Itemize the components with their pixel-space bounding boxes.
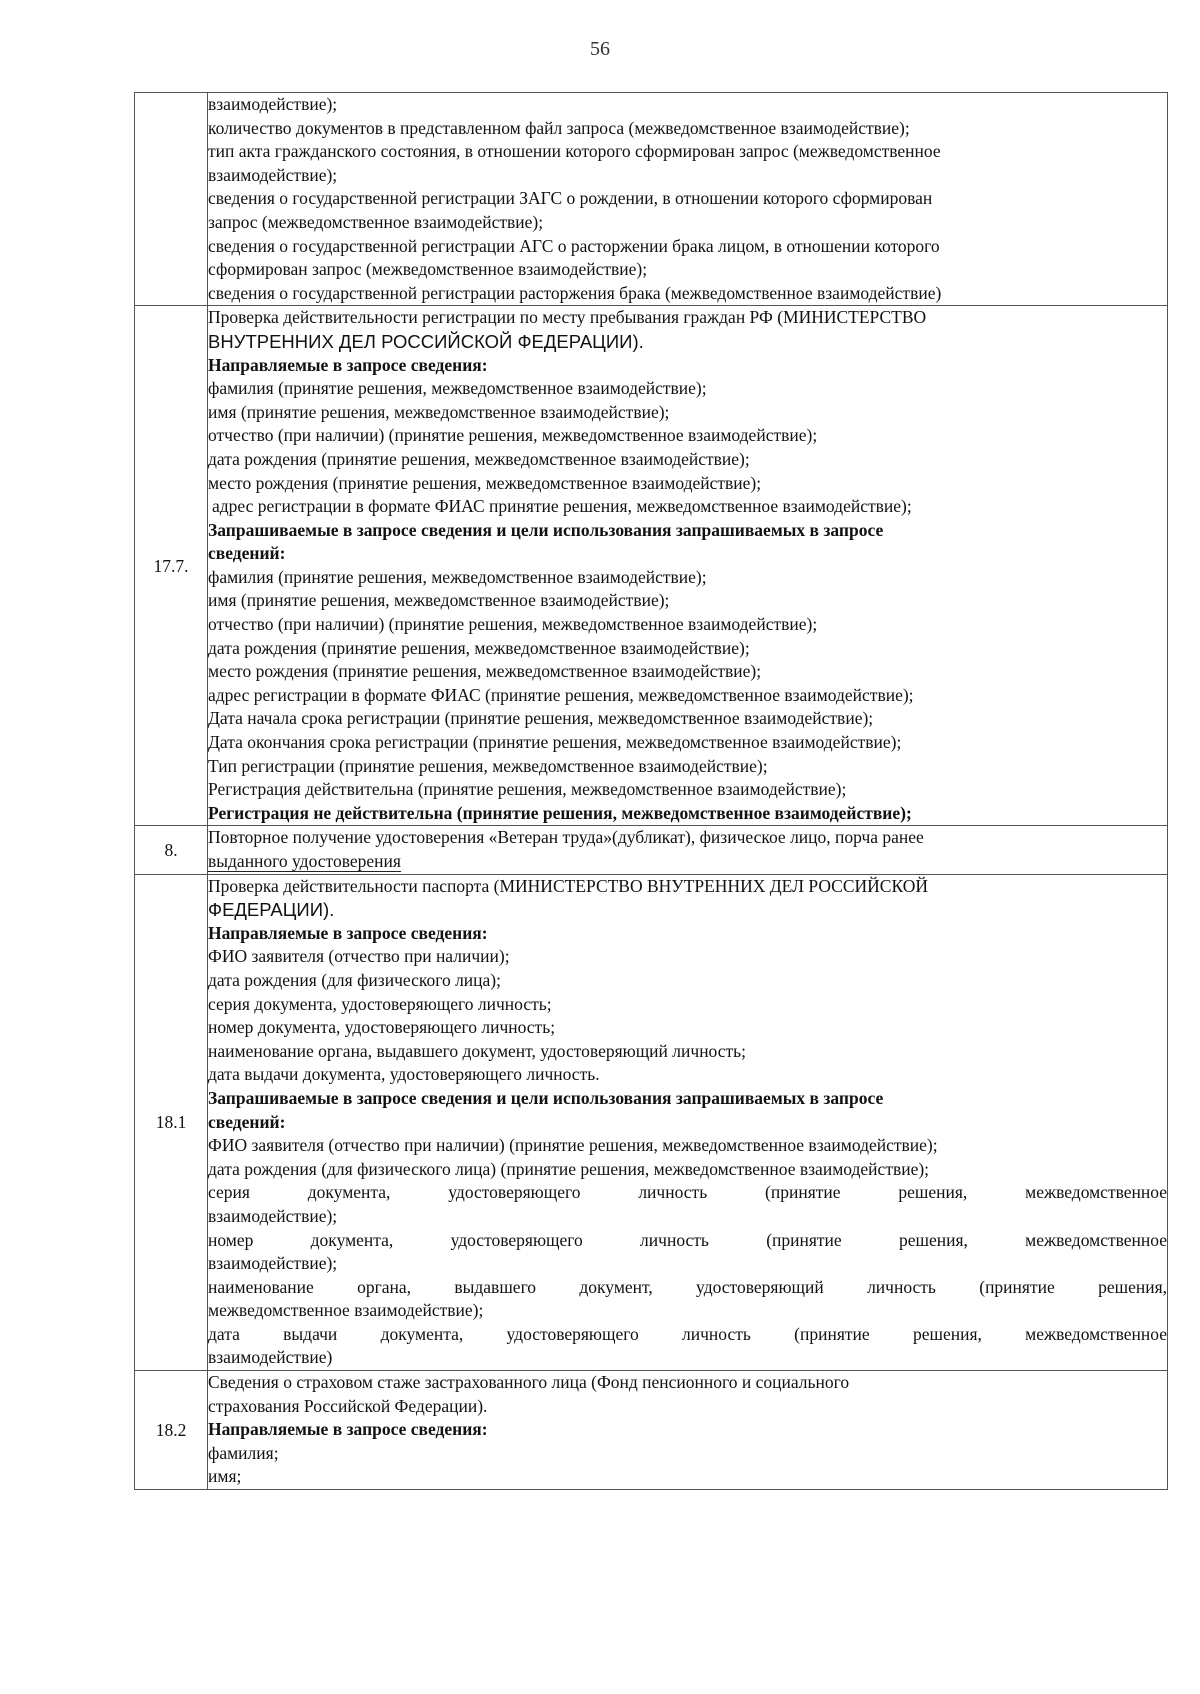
- page-number: 56: [590, 38, 610, 60]
- text-line: дата рождения (для физического лица);: [208, 969, 501, 990]
- text-line: ВНУТРЕННИХ ДЕЛ РОССИЙСКОЙ ФЕДЕРАЦИИ).: [208, 330, 644, 352]
- text-line: адрес регистрации в формате ФИАС принятие решения, межведомственное взаимодействие);: [212, 496, 912, 517]
- text-line: дата выдачи документа, удостоверяющего личность.: [208, 1064, 600, 1085]
- text-line: адрес регистрации в формате ФИАС (принятие решения, межведомственное взаимодействие);: [208, 684, 914, 705]
- text-line: имя (принятие решения, межведомственное взаимодействие);: [208, 590, 670, 611]
- text-line: взаимодействие);: [208, 1205, 338, 1226]
- text-line: фамилия (принятие решения, межведомственное взаимодействие);: [208, 378, 707, 399]
- text-line: фамилия;: [208, 1442, 279, 1463]
- underlined-text: выданного удостоверения: [208, 851, 401, 871]
- section-heading: Направляемые в запросе сведения:: [208, 1419, 488, 1440]
- section-heading: сведений:: [208, 1111, 286, 1132]
- text-line: дата выдачи документа, удостоверяющего личность (принятие решения, межведомственное: [208, 1323, 1167, 1344]
- text-line: Дата окончания срока регистрации (принятие решения, межведомственное взаимодействие);: [208, 732, 902, 753]
- row-number: 17.7.: [135, 306, 208, 826]
- text-line: сведения о государственной регистрации АГС о расторжении брака лицом, в отношении которого: [208, 235, 940, 256]
- row-number: 18.1: [135, 874, 208, 1370]
- text-line: Тип регистрации (принятие решения, межведомственное взаимодействие);: [208, 755, 768, 776]
- text-line: взаимодействие);: [208, 1253, 338, 1274]
- text-line: ФИО заявителя (отчество при наличии);: [208, 946, 510, 967]
- text-line: Сведения о страховом стаже застрахованного лица (Фонд пенсионного и социального: [208, 1372, 850, 1393]
- table-row: [135, 874, 1168, 1370]
- text-line: [208, 850, 1167, 874]
- text-line: имя;: [208, 1466, 242, 1487]
- text-line: Повторное получение удостоверения «Ветеран труда»(дубликат), физическое лицо, порча ранее: [208, 827, 924, 848]
- row-content: [208, 1371, 1168, 1490]
- text-line: сформирован запрос (межведомственное взаимодействие);: [208, 259, 648, 280]
- text-line: номер документа, удостоверяющего личность;: [208, 1017, 556, 1038]
- text-line: сведения о государственной регистрации расторжения брака (межведомственное взаимодействие): [208, 282, 942, 303]
- text-line: сведения о государственной регистрации ЗАГС о рождении, в отношении которого сформирован: [208, 188, 933, 209]
- text-line: Проверка действительности паспорта (МИНИСТЕРСТВО ВНУТРЕННИХ ДЕЛ РОССИЙСКОЙ: [208, 875, 928, 896]
- row-content: [208, 826, 1168, 874]
- row-number: [135, 93, 208, 306]
- text-line: отчество (при наличии) (принятие решения, межведомственное взаимодействие);: [208, 614, 818, 635]
- text-line: ФИО заявителя (отчество при наличии) (принятие решения, межведомственное взаимодействие);: [208, 1135, 938, 1156]
- text-line: номер документа, удостоверяющего личность (принятие решения, межведомственное: [208, 1229, 1167, 1250]
- row-content: [208, 93, 1168, 306]
- section-heading: Запрашиваемые в запросе сведения и цели использования запрашиваемых в запросе: [208, 1087, 884, 1108]
- text-line: запрос (межведомственное взаимодействие);: [208, 211, 544, 232]
- text-line: количество документов в представленном файл запроса (межведомственное взаимодействие);: [208, 117, 910, 138]
- text-line: страхования Российской Федерации).: [208, 1395, 488, 1416]
- text-line: Проверка действительности регистрации по месту пребывания граждан РФ (МИНИСТЕРСТВО: [208, 307, 927, 328]
- section-heading: сведений:: [208, 543, 286, 564]
- text-line: дата рождения (принятие решения, межведомственное взаимодействие);: [208, 448, 750, 469]
- table-row: [135, 93, 1168, 306]
- text-line: серия документа, удостоверяющего личность;: [208, 993, 552, 1014]
- text-line: Дата начала срока регистрации (принятие решения, межведомственное взаимодействие);: [208, 708, 874, 729]
- text-line: место рождения (принятие решения, межведомственное взаимодействие);: [208, 661, 762, 682]
- text-line: место рождения (принятие решения, межведомственное взаимодействие);: [208, 472, 762, 493]
- table-row: [135, 1371, 1168, 1490]
- text-line: наименование органа, выдавшего документ, удостоверяющий личность;: [208, 1040, 746, 1061]
- text-line: дата рождения (принятие решения, межведомственное взаимодействие);: [208, 637, 750, 658]
- table-row: [135, 826, 1168, 874]
- text-line: взаимодействие): [208, 1347, 333, 1368]
- text-line: дата рождения (для физического лица) (принятие решения, межведомственное взаимодействие);: [208, 1158, 930, 1179]
- section-heading: Направляемые в запросе сведения:: [208, 354, 488, 375]
- section-heading: Запрашиваемые в запросе сведения и цели использования запрашиваемых в запросе: [208, 519, 884, 540]
- text-line: фамилия (принятие решения, межведомственное взаимодействие);: [208, 566, 707, 587]
- document-table: [134, 92, 1168, 1490]
- row-number: 18.2: [135, 1371, 208, 1490]
- text-line: имя (принятие решения, межведомственное взаимодействие);: [208, 401, 670, 422]
- table-row: [135, 306, 1168, 826]
- text-line: взаимодействие);: [208, 164, 338, 185]
- text-line: Регистрация действительна (принятие решения, межведомственное взаимодействие);: [208, 779, 847, 800]
- row-content: [208, 306, 1168, 826]
- text-line: межведомственное взаимодействие);: [208, 1300, 484, 1321]
- row-number: 8.: [135, 826, 208, 874]
- text-line: серия документа, удостоверяющего личность (принятие решения, межведомственное: [208, 1182, 1167, 1203]
- row-content: [208, 874, 1168, 1370]
- text-line: взаимодействие);: [208, 94, 338, 114]
- text-line: ФЕДЕРАЦИИ).: [208, 899, 335, 921]
- section-heading: Регистрация не действительна (принятие решения, межведомственное взаимодействие);: [208, 802, 912, 823]
- text-line: тип акта гражданского состояния, в отношении которого сформирован запрос (межведомственное: [208, 141, 941, 162]
- text-line: наименование органа, выдавшего документ, удостоверяющий личность (принятие решения,: [208, 1276, 1167, 1297]
- section-heading: Направляемые в запросе сведения:: [208, 922, 488, 943]
- text-line: отчество (при наличии) (принятие решения, межведомственное взаимодействие);: [208, 425, 818, 446]
